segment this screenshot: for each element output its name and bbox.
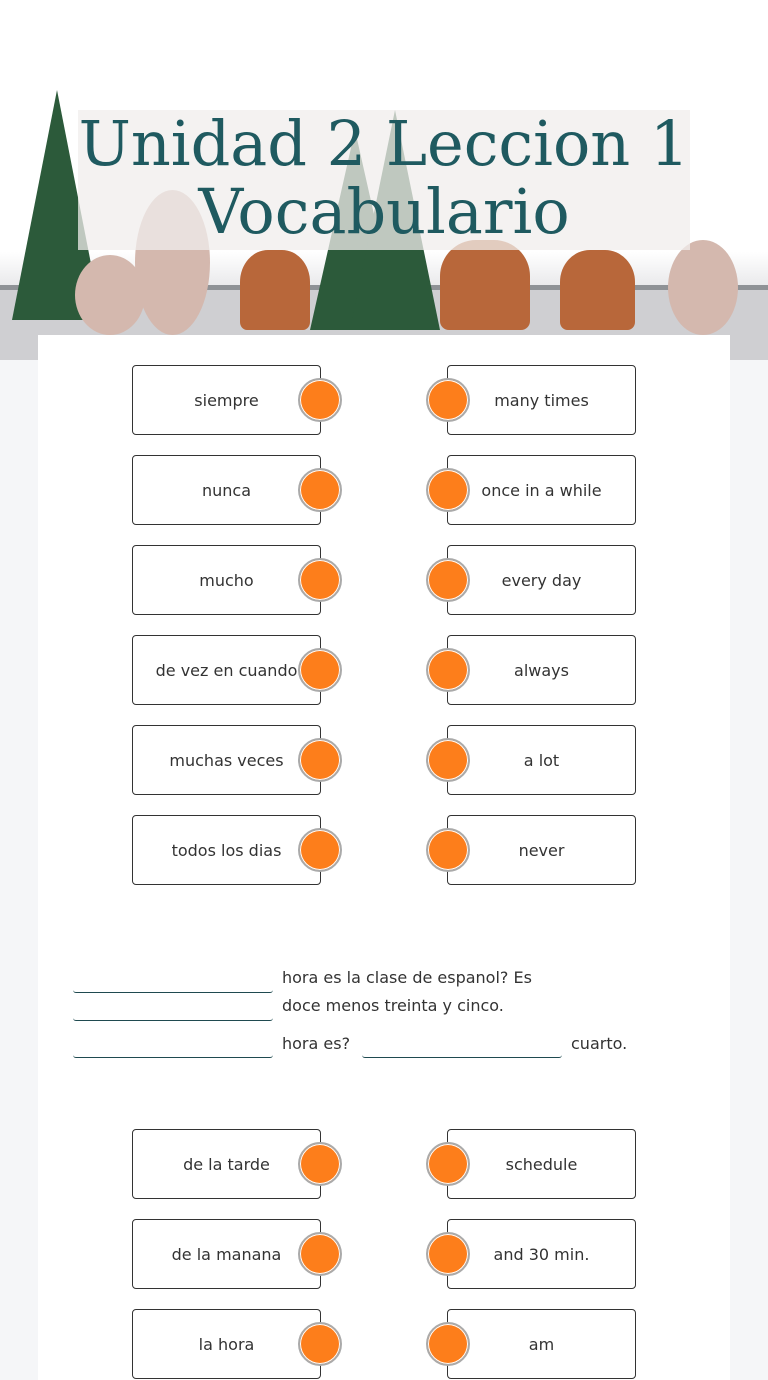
- answer-input-1[interactable]: [73, 967, 273, 993]
- match-item-label: siempre: [194, 390, 259, 410]
- match-item-label: many times: [494, 390, 589, 410]
- header-banner: [0, 0, 768, 360]
- match-item-label: nunca: [201, 480, 252, 500]
- match-item-left[interactable]: [132, 545, 321, 615]
- match-item-label: a lot: [523, 750, 560, 770]
- answer-input-3[interactable]: [73, 1032, 273, 1058]
- reindeer-icon: [560, 250, 635, 330]
- connector-dot[interactable]: [298, 1322, 342, 1366]
- match-item-label: de vez en cuando: [155, 660, 298, 680]
- match-item-label: de la manana: [171, 1244, 282, 1264]
- page-title: Unidad 2 Leccion 1 Vocabulario: [78, 107, 690, 248]
- snowman-icon: [668, 240, 738, 335]
- connector-dot[interactable]: [426, 1322, 470, 1366]
- answer-input-4[interactable]: [362, 1032, 562, 1058]
- match-item-label: la hora: [198, 1334, 255, 1354]
- connector-dot[interactable]: [426, 1232, 470, 1276]
- reindeer-icon: [240, 250, 310, 330]
- sentence-text: doce menos treinta y cinco.: [282, 996, 504, 1015]
- match-item-left[interactable]: [132, 1309, 321, 1379]
- connector-dot[interactable]: [426, 468, 470, 512]
- sentence-text: hora es?: [282, 1034, 351, 1053]
- match-item-left[interactable]: [132, 815, 321, 885]
- connector-dot[interactable]: [426, 378, 470, 422]
- match-item-label: never: [518, 840, 565, 860]
- match-item-label: muchas veces: [169, 750, 284, 770]
- answer-input-2[interactable]: [73, 995, 273, 1021]
- match-item-left[interactable]: [132, 1129, 321, 1199]
- sentence-text: hora es la clase de espanol? Es: [282, 968, 532, 987]
- match-item-label: mucho: [199, 570, 254, 590]
- connector-dot[interactable]: [298, 1232, 342, 1276]
- connector-dot[interactable]: [426, 738, 470, 782]
- connector-dot[interactable]: [426, 558, 470, 602]
- connector-dot[interactable]: [298, 648, 342, 692]
- match-item-right[interactable]: [447, 725, 636, 795]
- connector-dot[interactable]: [298, 558, 342, 602]
- match-item-right[interactable]: [447, 1309, 636, 1379]
- match-item-left[interactable]: [132, 365, 321, 435]
- connector-dot[interactable]: [426, 1142, 470, 1186]
- sentence-text: cuarto.: [571, 1034, 628, 1053]
- match-item-label: and 30 min.: [493, 1244, 590, 1264]
- match-item-left[interactable]: [132, 1219, 321, 1289]
- match-item-label: once in a while: [481, 480, 602, 500]
- match-item-left[interactable]: [132, 725, 321, 795]
- match-item-label: am: [528, 1334, 555, 1354]
- match-item-right[interactable]: [447, 1219, 636, 1289]
- connector-dot[interactable]: [426, 648, 470, 692]
- match-item-right[interactable]: [447, 1129, 636, 1199]
- match-item-left[interactable]: [132, 635, 321, 705]
- match-item-right[interactable]: [447, 815, 636, 885]
- match-item-left[interactable]: [132, 455, 321, 525]
- connector-dot[interactable]: [426, 828, 470, 872]
- match-item-label: todos los dias: [171, 840, 282, 860]
- connector-dot[interactable]: [298, 738, 342, 782]
- match-item-label: de la tarde: [183, 1154, 270, 1174]
- match-item-right[interactable]: [447, 365, 636, 435]
- connector-dot[interactable]: [298, 1142, 342, 1186]
- match-item-right[interactable]: [447, 545, 636, 615]
- connector-dot[interactable]: [298, 828, 342, 872]
- connector-dot[interactable]: [298, 468, 342, 512]
- match-item-label: always: [514, 660, 569, 680]
- match-item-right[interactable]: [447, 455, 636, 525]
- match-item-label: schedule: [505, 1154, 578, 1174]
- reindeer-icon: [440, 240, 530, 330]
- match-item-label: every day: [501, 570, 582, 590]
- match-item-right[interactable]: [447, 635, 636, 705]
- connector-dot[interactable]: [298, 378, 342, 422]
